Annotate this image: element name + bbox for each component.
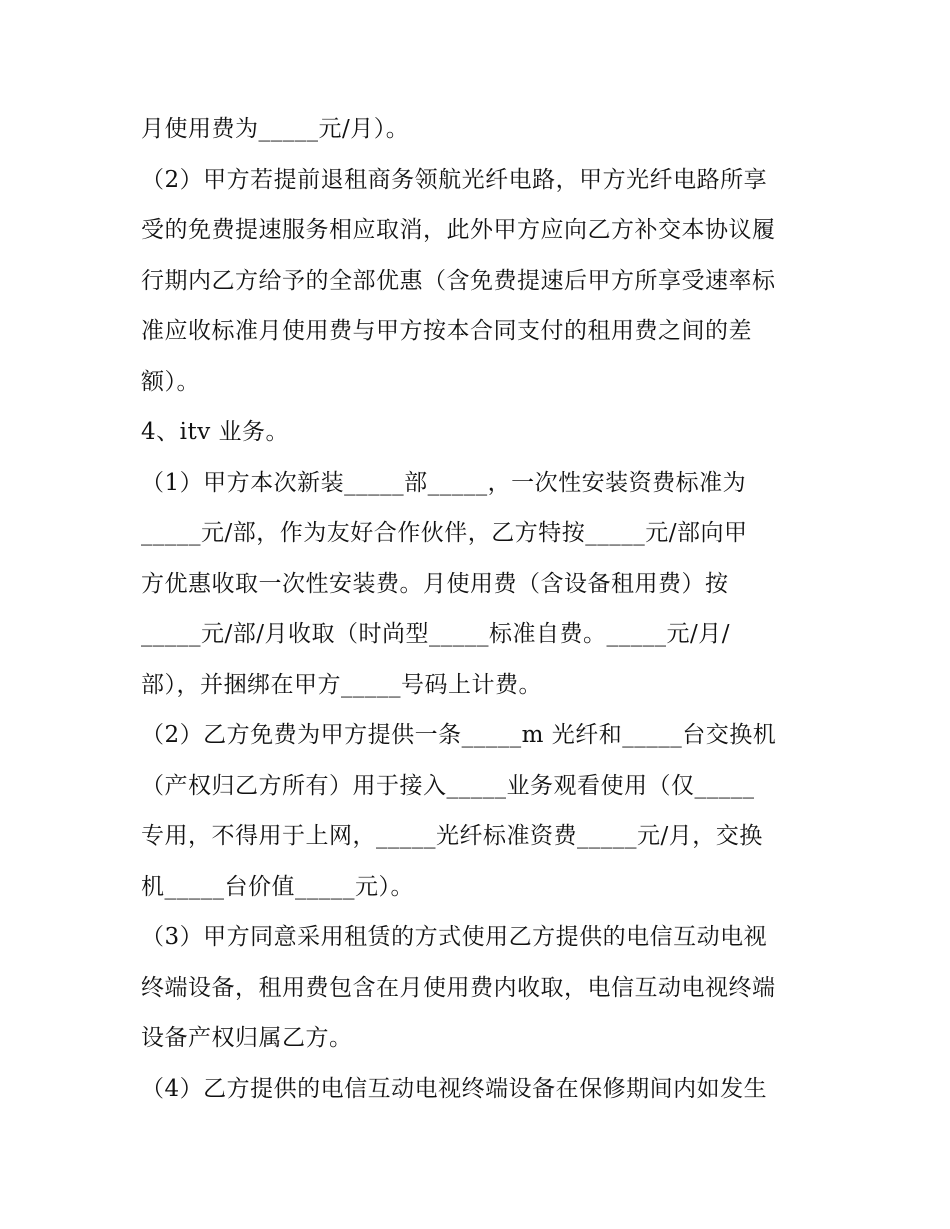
text-line: （2）乙方免费为甲方提供一条_____m 光纤和_____台交换机	[141, 722, 777, 748]
text-line: _____元/部/月收取（时尚型_____标准自费。_____元/月/	[141, 621, 730, 647]
text-line: （产权归乙方所有）用于接入_____业务观看使用（仅_____	[141, 773, 755, 799]
text-line: 机_____台价值_____元）。	[141, 874, 414, 900]
text-line: 部），并捆绑在甲方_____号码上计费。	[141, 672, 542, 698]
text-line: （1）甲方本次新装_____部_____，一次性安装资费标准为	[141, 470, 747, 496]
text-line: 行期内乙方给予的全部优惠（含免费提速后甲方所享受速率标	[141, 268, 776, 294]
text-line: 受的免费提速服务相应取消，此外甲方应向乙方补交本协议履	[141, 217, 776, 243]
text-line: 额）。	[141, 369, 200, 395]
text-line: （3）甲方同意采用租赁的方式使用乙方提供的电信互动电视	[141, 924, 768, 950]
text-line: 月使用费为_____元/月）。	[141, 116, 410, 142]
text-line: 设备产权归属乙方。	[141, 1025, 353, 1051]
text-line: _____元/部，作为友好合作伙伴，乙方特按_____元/部向甲	[141, 520, 748, 546]
text-line: 终端设备，租用费包含在月使用费内收取，电信互动电视终端	[141, 975, 776, 1001]
text-line: （4）乙方提供的电信互动电视终端设备在保修期间内如发生	[141, 1076, 768, 1102]
section-heading: 4、itv 业务。	[141, 419, 290, 445]
text-line: （2）甲方若提前退租商务领航光纤电路，甲方光纤电路所享	[141, 167, 768, 193]
text-line: 方优惠收取一次性安装费。月使用费（含设备租用费）按	[141, 571, 729, 597]
text-line: 准应收标准月使用费与甲方按本合同支付的租用费之间的差	[141, 318, 752, 344]
text-line: 专用，不得用于上网，_____光纤标准资费_____元/月，交换	[141, 823, 763, 849]
